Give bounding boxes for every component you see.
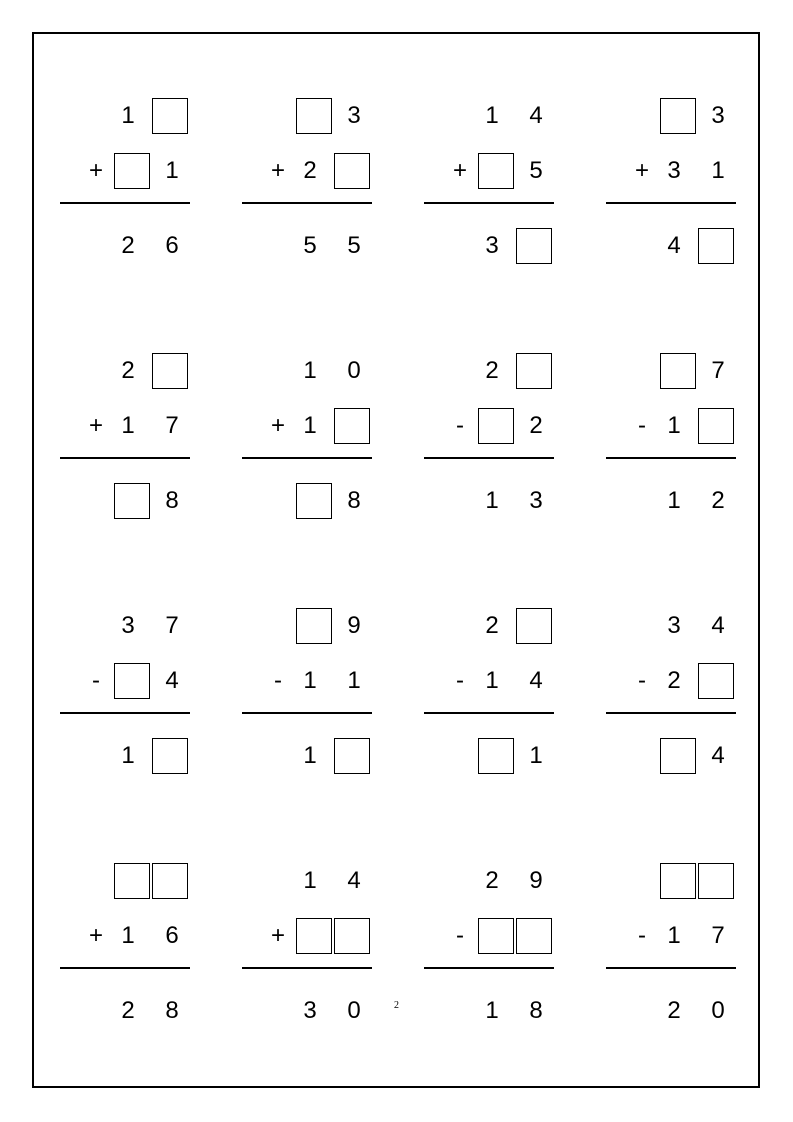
result-digit: 8 <box>347 487 361 514</box>
second-number <box>424 663 564 699</box>
result-digit: 0 <box>347 997 361 1024</box>
result-number <box>60 228 200 264</box>
answer-box[interactable] <box>296 483 332 519</box>
answer-box[interactable] <box>660 353 696 389</box>
minus-sign: - <box>456 412 464 439</box>
answer-line <box>242 967 372 969</box>
second-number <box>242 408 382 444</box>
answer-box[interactable] <box>516 228 552 264</box>
answer-line <box>242 202 372 204</box>
second-number <box>60 663 200 699</box>
answer-box[interactable] <box>660 738 696 774</box>
second-digit: 2 <box>529 412 543 439</box>
answer-line <box>606 967 736 969</box>
math-problem <box>606 98 746 288</box>
answer-line <box>606 202 736 204</box>
answer-box[interactable] <box>334 918 370 954</box>
result-digit: 4 <box>667 232 681 259</box>
top-number <box>424 353 564 389</box>
result-digit: 2 <box>121 997 135 1024</box>
answer-box[interactable] <box>334 153 370 189</box>
result-number <box>606 228 746 264</box>
result-number <box>424 738 564 774</box>
second-number <box>606 918 746 954</box>
top-digit: 3 <box>121 612 135 639</box>
math-problem <box>60 353 200 543</box>
answer-box[interactable] <box>698 863 734 899</box>
result-digit: 5 <box>347 232 361 259</box>
second-digit: 6 <box>165 922 179 949</box>
result-digit: 1 <box>667 487 681 514</box>
result-digit: 6 <box>165 232 179 259</box>
second-digit: 1 <box>667 412 681 439</box>
plus-sign: + <box>88 157 103 184</box>
second-digit: 4 <box>165 667 179 694</box>
answer-box[interactable] <box>152 738 188 774</box>
top-number <box>242 863 382 899</box>
minus-sign: - <box>92 667 100 694</box>
answer-box[interactable] <box>114 863 150 899</box>
answer-box[interactable] <box>698 663 734 699</box>
answer-box[interactable] <box>698 228 734 264</box>
second-number <box>424 408 564 444</box>
answer-box[interactable] <box>478 738 514 774</box>
answer-box[interactable] <box>152 353 188 389</box>
math-problem <box>424 608 564 798</box>
top-digit: 2 <box>485 612 499 639</box>
top-digit: 4 <box>529 102 543 129</box>
answer-box[interactable] <box>478 408 514 444</box>
second-digit: 2 <box>667 667 681 694</box>
plus-sign: + <box>452 157 467 184</box>
answer-line <box>60 457 190 459</box>
top-digit: 7 <box>711 357 725 384</box>
minus-sign: - <box>638 412 646 439</box>
result-number <box>242 483 382 519</box>
answer-box[interactable] <box>296 608 332 644</box>
top-number <box>424 608 564 644</box>
math-problem <box>60 863 200 1053</box>
result-number <box>242 228 382 264</box>
top-digit: 2 <box>485 357 499 384</box>
math-problem <box>606 353 746 543</box>
result-digit: 2 <box>121 232 135 259</box>
second-digit: 7 <box>711 922 725 949</box>
answer-line <box>606 457 736 459</box>
answer-box[interactable] <box>114 483 150 519</box>
second-number <box>242 918 382 954</box>
second-number <box>60 153 200 189</box>
top-digit: 2 <box>121 357 135 384</box>
top-number <box>606 98 746 134</box>
math-problem <box>242 863 382 1053</box>
math-problem <box>424 98 564 288</box>
result-digit: 1 <box>121 742 135 769</box>
result-digit: 2 <box>711 487 725 514</box>
top-number <box>424 98 564 134</box>
answer-line <box>60 967 190 969</box>
result-digit: 8 <box>165 997 179 1024</box>
result-digit: 3 <box>303 997 317 1024</box>
result-digit: 3 <box>529 487 543 514</box>
result-digit: 1 <box>485 487 499 514</box>
top-digit: 4 <box>347 867 361 894</box>
second-number <box>606 153 746 189</box>
top-digit: 3 <box>711 102 725 129</box>
minus-sign: - <box>274 667 282 694</box>
answer-box[interactable] <box>152 863 188 899</box>
result-number <box>60 993 200 1029</box>
second-number <box>606 663 746 699</box>
result-digit: 1 <box>529 742 543 769</box>
math-problem <box>242 353 382 543</box>
top-number <box>606 353 746 389</box>
minus-sign: - <box>638 667 646 694</box>
answer-line <box>424 457 554 459</box>
minus-sign: - <box>456 922 464 949</box>
result-digit: 1 <box>485 997 499 1024</box>
result-number <box>60 483 200 519</box>
top-digit: 3 <box>667 612 681 639</box>
top-number <box>60 353 200 389</box>
math-problem <box>60 98 200 288</box>
second-digit: 3 <box>667 157 681 184</box>
top-digit: 9 <box>529 867 543 894</box>
top-digit: 4 <box>711 612 725 639</box>
result-number <box>424 228 564 264</box>
top-digit: 9 <box>347 612 361 639</box>
result-digit: 2 <box>667 997 681 1024</box>
answer-box[interactable] <box>296 98 332 134</box>
result-number <box>60 738 200 774</box>
answer-box[interactable] <box>516 918 552 954</box>
second-number <box>60 408 200 444</box>
answer-box[interactable] <box>152 98 188 134</box>
result-digit: 8 <box>165 487 179 514</box>
plus-sign: + <box>88 922 103 949</box>
math-problem <box>424 863 564 1053</box>
answer-line <box>60 202 190 204</box>
result-number <box>606 993 746 1029</box>
top-digit: 1 <box>121 102 135 129</box>
result-digit: 0 <box>711 997 725 1024</box>
top-number <box>60 863 200 899</box>
second-digit: 4 <box>529 667 543 694</box>
result-digit: 4 <box>711 742 725 769</box>
top-number <box>60 608 200 644</box>
second-number <box>242 153 382 189</box>
top-number <box>242 608 382 644</box>
answer-box[interactable] <box>698 408 734 444</box>
answer-box[interactable] <box>660 863 696 899</box>
answer-box[interactable] <box>660 98 696 134</box>
plus-sign: + <box>270 922 285 949</box>
answer-box[interactable] <box>516 353 552 389</box>
top-number <box>60 98 200 134</box>
top-digit: 1 <box>303 357 317 384</box>
top-number <box>424 863 564 899</box>
second-digit: 2 <box>303 157 317 184</box>
math-problem <box>60 608 200 798</box>
second-digit: 1 <box>711 157 725 184</box>
math-problem <box>606 608 746 798</box>
plus-sign: + <box>270 157 285 184</box>
top-number <box>606 863 746 899</box>
second-digit: 1 <box>667 922 681 949</box>
answer-line <box>242 712 372 714</box>
second-digit: 1 <box>485 667 499 694</box>
second-number <box>424 153 564 189</box>
result-number <box>424 483 564 519</box>
result-number <box>242 993 382 1029</box>
result-number <box>242 738 382 774</box>
answer-box[interactable] <box>296 918 332 954</box>
top-digit: 7 <box>165 612 179 639</box>
math-problem <box>606 863 746 1053</box>
answer-line <box>606 712 736 714</box>
result-number <box>606 738 746 774</box>
math-problem <box>424 353 564 543</box>
plus-sign: + <box>634 157 649 184</box>
result-digit: 1 <box>303 742 317 769</box>
top-number <box>606 608 746 644</box>
answer-line <box>424 712 554 714</box>
top-digit: 0 <box>347 357 361 384</box>
answer-line <box>60 712 190 714</box>
second-digit: 1 <box>303 667 317 694</box>
answer-line <box>424 967 554 969</box>
answer-box[interactable] <box>478 153 514 189</box>
answer-line <box>424 202 554 204</box>
minus-sign: - <box>456 667 464 694</box>
top-digit: 3 <box>347 102 361 129</box>
second-digit: 7 <box>165 412 179 439</box>
answer-line <box>242 457 372 459</box>
top-digit: 1 <box>303 867 317 894</box>
plus-sign: + <box>88 412 103 439</box>
result-digit: 3 <box>485 232 499 259</box>
result-digit: 8 <box>529 997 543 1024</box>
answer-box[interactable] <box>334 408 370 444</box>
result-digit: 5 <box>303 232 317 259</box>
second-number <box>606 408 746 444</box>
answer-box[interactable] <box>114 153 150 189</box>
math-problem <box>242 608 382 798</box>
page-number: 2 <box>394 1000 399 1011</box>
math-problem <box>242 98 382 288</box>
top-number <box>242 98 382 134</box>
top-number <box>242 353 382 389</box>
second-digit: 1 <box>121 412 135 439</box>
top-digit: 1 <box>485 102 499 129</box>
answer-box[interactable] <box>334 738 370 774</box>
minus-sign: - <box>638 922 646 949</box>
second-digit: 1 <box>165 157 179 184</box>
answer-box[interactable] <box>478 918 514 954</box>
second-digit: 5 <box>529 157 543 184</box>
answer-box[interactable] <box>114 663 150 699</box>
second-digit: 1 <box>347 667 361 694</box>
plus-sign: + <box>270 412 285 439</box>
top-digit: 2 <box>485 867 499 894</box>
result-number <box>606 483 746 519</box>
second-number <box>60 918 200 954</box>
second-digit: 1 <box>121 922 135 949</box>
result-number <box>424 993 564 1029</box>
second-number <box>424 918 564 954</box>
answer-box[interactable] <box>516 608 552 644</box>
second-digit: 1 <box>303 412 317 439</box>
second-number <box>242 663 382 699</box>
